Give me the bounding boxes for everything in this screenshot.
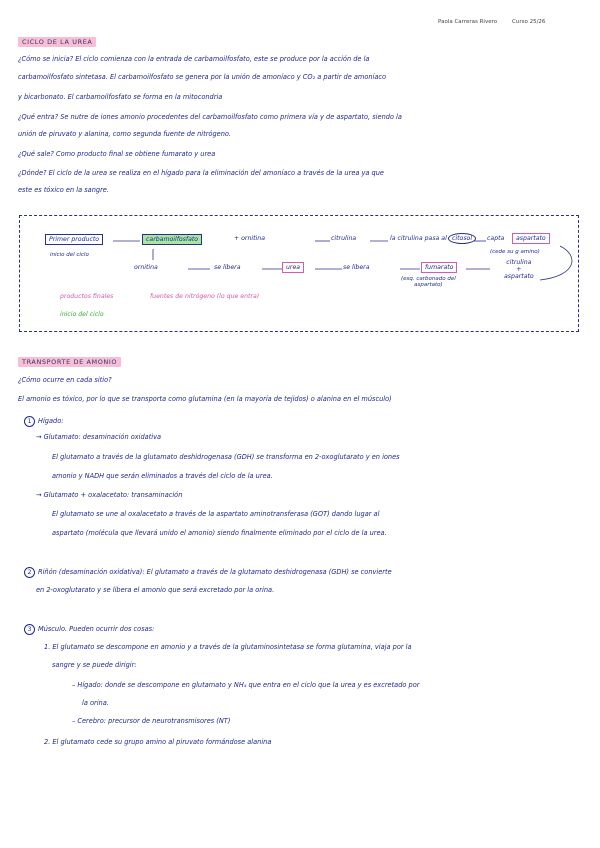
text-line: 1. El glutamato se descompone en amonio y a través de la glutaminosintetasa se forma glutamina, viaja por la (44, 643, 412, 651)
carbamoilfosfato-box: carbamoilfosfato (142, 234, 202, 245)
fumarato-box: fumarato (421, 262, 457, 273)
citrulina-pasa-label: la citrulina pasa al (390, 235, 447, 242)
rinon-line (24, 567, 578, 578)
text-line: en 2-oxoglutarato y se libera el amonio que será excretado por la orina. (36, 586, 275, 594)
ornitina-plus: + ornitina (234, 235, 265, 242)
legend-inicio-ciclo: inicio del ciclo (60, 311, 104, 318)
author-name: Paola Carreras Rivero (438, 19, 498, 25)
text-line: – Cerebro: precursor de neurotransmisores (NT) (72, 717, 231, 725)
text-line: unión de piruvato y alanina, como segunda fuente de nitrógeno. (18, 130, 232, 138)
higado-heading (24, 416, 578, 427)
text-line: 2. El glutamato cede su grupo amino al piruvato formándose alanina (44, 738, 272, 746)
plus-text: + (516, 265, 522, 273)
citrulina-label: citrulina (331, 235, 357, 242)
text-line: sangre y se puede dirigir: (52, 661, 137, 669)
aspartato-text: aspartato (504, 272, 534, 280)
text-line: y bicarbonato. El carbamoilfosfato se forma en la mitocondria (18, 93, 223, 101)
aspartato-box: aspartato (512, 233, 550, 244)
number-circle-2: 2 (24, 567, 35, 578)
text-line: → Glutamato + oxalacetato: transaminación (36, 491, 183, 499)
section-title-transporte: TRANSPORTE DE AMONIO (18, 357, 121, 367)
higado-label: Hígado: (38, 417, 64, 425)
question-line: ¿Cómo ocurre en cada sitio? (18, 376, 112, 384)
text-line: El glutamato se une al oxalacetato a través de la aspartato aminotransferasa (GOT) dando lugar al (52, 510, 380, 518)
number-circle-1: 1 (24, 416, 35, 427)
citrulina-aspartato-label (504, 260, 534, 280)
inicio-ciclo-label: inicio del ciclo (50, 252, 89, 258)
esq-line-2: aspartato) (414, 282, 443, 289)
cede-amino-label: (cede su g amino) (490, 249, 540, 255)
legend-productos-finales: productos finales (60, 293, 114, 300)
number-circle-3: 3 (24, 624, 35, 635)
citosol-circle: citosol (448, 233, 476, 244)
course-label: Curso 25/26 (512, 19, 546, 25)
section-title-ciclo-urea: CICLO DE LA UREA (18, 37, 96, 47)
esq-line-1: (esq. carbonado del (401, 276, 456, 282)
text-line: amonio y NADH que serán eliminados a través del ciclo de la urea. (52, 472, 273, 480)
se-libera-label-2: se libera (343, 264, 370, 271)
text-line: El amonio es tóxico, por lo que se transporta como glutamina (en la mayoría de tejidos) o alanina en el músculo) (18, 395, 392, 403)
urea-box: urea (282, 262, 304, 273)
text-line: aspartato (molécula que llevará unido el amonio) siendo finalmente eliminado por el ciclo de la urea. (52, 529, 387, 537)
text-line: la orina. (82, 699, 109, 707)
arrow-asp-curve (540, 246, 572, 280)
citrulina-text: citrulina (506, 259, 532, 266)
ornitina-label: ornitina (134, 264, 158, 271)
text-line: ¿Qué sale? Como producto final se obtiene fumarato y urea (18, 150, 216, 158)
se-libera-label-1: se libera (214, 264, 241, 271)
capta-label: capta (487, 235, 505, 242)
text-line: ¿Dónde? El ciclo de la urea se realiza en el hígado para la eliminación del amoníaco a través de la urea ya que (18, 169, 384, 177)
text-line: – Hígado: donde se descompone en glutamato y NH₄ que entra en el ciclo que la urea y es excretado por (72, 681, 420, 689)
musculo-label: Músculo. Pueden ocurrir dos cosas: (38, 625, 155, 633)
text-line: El glutamato a través de la glutamato deshidrogenasa (GDH) se transforma en 2-oxoglutarato y en iones (52, 453, 400, 461)
text-line: → Glutamato: desaminación oxidativa (36, 433, 162, 441)
esqueleto-label (401, 276, 456, 288)
musculo-heading (24, 624, 578, 635)
text-line: ¿Qué entra? Se nutre de iones amonio procedentes del carbamoilfosfato como primera vía y de aspartato, siendo la (18, 113, 402, 121)
urea-cycle-diagram (19, 215, 579, 332)
text-line: este es tóxico en la sangre. (18, 186, 109, 194)
legend-fuentes-nitrogeno: fuentes de nitrógeno (lo que entra) (150, 293, 260, 300)
primer-producto-box: Primer producto (45, 234, 103, 245)
rinon-text: Riñón (desaminación oxidativa): El glutamato a través de la glutamato deshidrogenasa (GDH) se convierte (38, 568, 392, 576)
text-line: carbamoilfosfato sintetasa. El carbamoilfosfato se genera por la unión de amoníaco y CO₂ a partir de amoníaco (18, 73, 387, 81)
text-line: ¿Cómo se inicia? El ciclo comienza con la entrada de carbamoilfosfato, este se produce por la acción de la (18, 55, 370, 63)
